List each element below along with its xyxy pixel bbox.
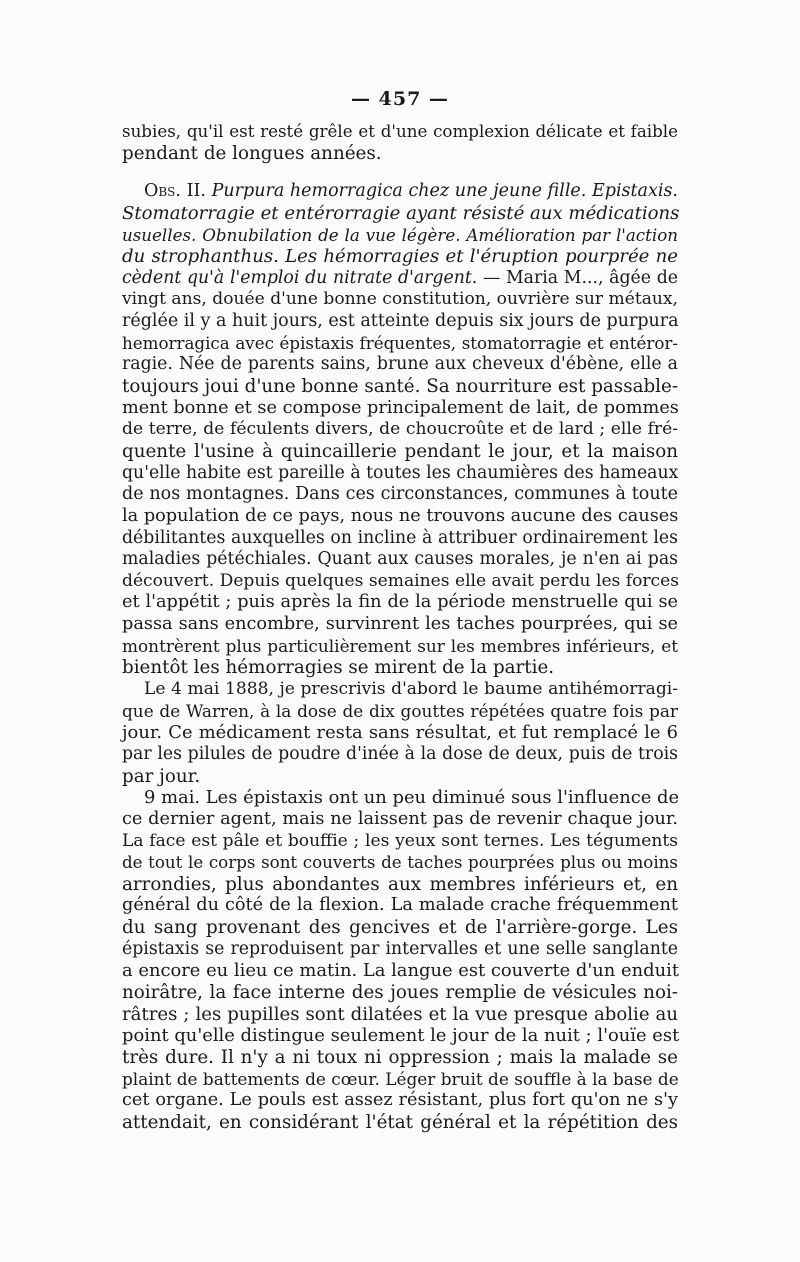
text-line: ce dernier agent, mais ne laissent pas de revenir chaque jour.: [122, 808, 678, 829]
body-text: [122, 121, 678, 1133]
page-number: — 457 —: [351, 88, 449, 110]
text-line: vingt ans, douée d'une bonne constitution, ouvrière sur métaux,: [122, 289, 678, 310]
paragraph-gap: [122, 164, 678, 181]
text-line: maladies pétéchiales. Quant aux causes morales, je n'en ai pas: [122, 549, 678, 570]
text-line: général du côté de la flexion. La malade crache fréquemment: [122, 895, 678, 916]
text-line: La face est pâle et bouffie ; les yeux sont ternes. Les téguments: [122, 830, 678, 851]
text-line: épistaxis se reproduisent par intervalles et une selle sanglante: [122, 938, 678, 959]
text-line: point qu'elle distingue seulement le jour de la nuit ; l'ouïe est: [122, 1025, 680, 1047]
observation-title-part: Purpura hemorragica chez une jeune fille. Epistaxis.: [211, 181, 678, 202]
text-line: a encore eu lieu ce matin. La langue est couverte d'un enduit: [122, 960, 680, 982]
text-line: réglée il y a huit jours, est atteinte depuis six jours de purpura: [122, 311, 679, 332]
text-line: qu'elle habite est pareille à toutes les chaumières des hameaux: [122, 462, 679, 483]
text-line: par jour.: [122, 765, 201, 787]
text-line: pendant de longues années.: [122, 142, 382, 164]
text-line: noirâtre, la face interne des joues remplie de vésicules noi-: [122, 981, 678, 1003]
text-line: hemorragica avec épistaxis fréquentes, stomatorragie et entéror-: [122, 332, 678, 353]
text-line: découvert. Depuis quelques semaines elle avait perdu les forces: [122, 570, 680, 591]
observation-title-end: cèdent qu'à l'emploi du nitrate d'argent.: [122, 267, 478, 288]
text-line: quente l'usine à quincaillerie pendant le jour, et la maison: [122, 440, 678, 462]
text-line: ragie. Née de parents sains, brune aux cheveux d'ébène, elle a: [122, 354, 678, 375]
observation-title-line: [122, 268, 678, 290]
text-line: de nos montagnes. Dans ces circonstances, communes à toute: [122, 484, 678, 505]
text-line: par les pilules de poudre d'inée à la dose de deux, puis de trois: [122, 743, 678, 764]
text-line: arrondies, plus abondantes aux membres inférieurs et, en: [122, 873, 678, 895]
text-line: râtres ; les pupilles sont dilatées et la vue presque abolie au: [122, 1003, 678, 1025]
observation-title-line: [122, 181, 678, 203]
observation-label: Obs. II.: [144, 181, 206, 202]
text-line: cet organe. Le pouls est assez résistant, plus fort qu'on ne s'y: [122, 1090, 678, 1111]
observation-title-line: Stomatorragie et entérorragie ayant résisté aux médications: [122, 202, 680, 224]
text-line: ment bonne et se compose principalement de lait, de pommes: [122, 397, 679, 418]
text-line: jour. Ce médicament resta sans résultat, et fut remplacé le 6: [122, 722, 678, 744]
text-line: passa sans encombre, survinrent les taches pourprées, qui se: [122, 614, 678, 635]
text-line: et l'appétit ; puis après la fin de la période menstruelle qui se: [122, 592, 678, 613]
text-line: subies, qu'il est resté grêle et d'une complexion délicate et faible: [122, 121, 678, 141]
text-line: attendait, en considérant l'état général et la répétition des: [122, 1111, 678, 1133]
text-line: Le 4 mai 1888, je prescrivis d'abord le baume antihémorragi-: [144, 679, 678, 700]
text-line: du sang provenant des gencives et de l'arrière-gorge. Les: [122, 917, 678, 939]
text-line: montrèrent plus particulièrement sur les membres inférieurs, et: [122, 635, 678, 656]
text-line: la population de ce pays, nous ne trouvons aucune des causes: [122, 505, 679, 526]
text-line: que de Warren, à la dose de dix gouttes répétées quatre fois par: [122, 700, 678, 721]
text-line: 9 mai. Les épistaxis ont un peu diminué sous l'influence de: [144, 787, 680, 809]
text-line: de tout le corps sont couverts de taches pourprées plus ou moins: [122, 852, 678, 873]
observation-title-line: usuelles. Obnubilation de la vue légère. Amélioration par l'action: [122, 224, 678, 245]
observation-body-start: — Maria M..., âgée de: [477, 267, 678, 288]
text-line: très dure. Il n'y a ni toux ni oppression ; mais la malade se: [122, 1046, 678, 1068]
observation-title-line: du strophanthus. Les hémorragies et l'éruption pourprée ne: [122, 246, 678, 268]
text-line: de terre, de féculents divers, de choucroûte et de lard ; elle fré-: [122, 419, 678, 440]
text-line: bientôt les hémorragies se mirent de la partie.: [122, 657, 555, 679]
text-line: débilitantes auxquelles on incline à attribuer ordinairement les: [122, 527, 678, 548]
text-line: toujours joui d'une bonne santé. Sa nourriture est passable-: [122, 376, 679, 398]
text-line: plaint de battements de cœur. Léger bruit de souffle à la base de: [122, 1068, 679, 1089]
